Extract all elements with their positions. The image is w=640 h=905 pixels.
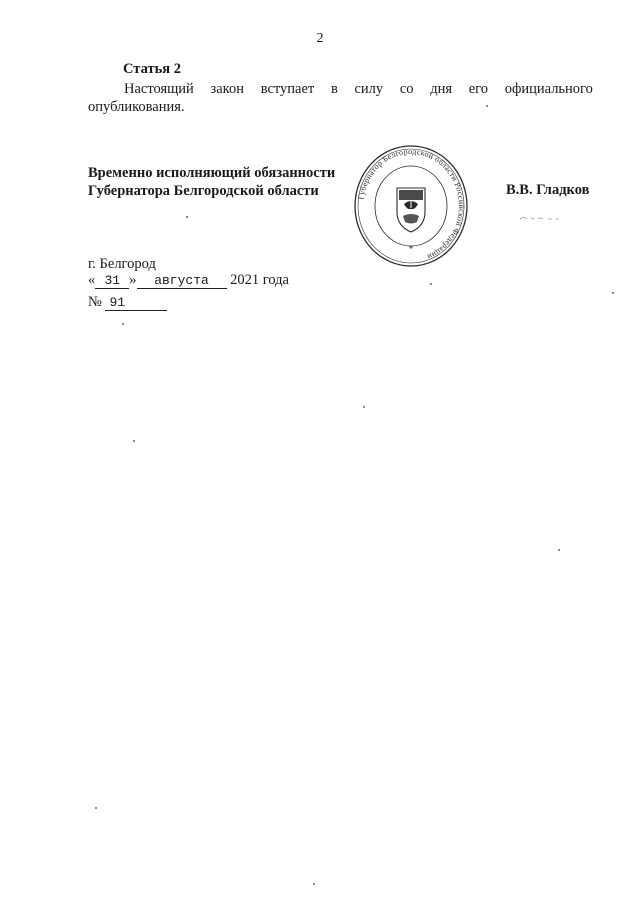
scan-speck bbox=[486, 105, 488, 107]
article-body bbox=[88, 80, 593, 116]
body-word: со bbox=[399, 81, 414, 97]
date-year: 2021 года bbox=[230, 272, 289, 288]
date-close-quote: » bbox=[129, 272, 137, 288]
scan-speck bbox=[186, 216, 188, 218]
body-word: Настоящий bbox=[124, 81, 194, 97]
article-body-line-1 bbox=[88, 80, 593, 98]
scan-speck bbox=[558, 549, 560, 551]
signer-name: В.В. Гладков bbox=[506, 182, 590, 198]
date-month: августа bbox=[137, 274, 227, 289]
signatory-position-line-2: Губернатора Белгородской области bbox=[88, 183, 319, 199]
body-word: его bbox=[468, 81, 489, 97]
svg-text:Губернатор Белгородской област: Губернатор Белгородской области Российской Федерации bbox=[356, 146, 467, 262]
scan-speck bbox=[133, 440, 135, 442]
faint-signature-mark bbox=[518, 213, 562, 223]
scan-speck bbox=[430, 283, 432, 285]
scan-speck bbox=[122, 323, 124, 325]
scan-speck bbox=[363, 406, 365, 408]
scan-speck bbox=[612, 292, 614, 294]
signing-date bbox=[88, 272, 289, 289]
number-sign: № bbox=[88, 294, 102, 310]
seal-star: * bbox=[408, 244, 414, 254]
signing-place: г. Белгород bbox=[88, 256, 156, 272]
article-body-line-2: опубликования. bbox=[88, 99, 185, 115]
body-word: в bbox=[330, 81, 338, 97]
scan-speck bbox=[313, 883, 315, 885]
body-word: силу bbox=[354, 81, 384, 97]
page-number: 2 bbox=[316, 31, 324, 46]
date-open-quote: « bbox=[88, 272, 96, 288]
date-day: 31 bbox=[95, 274, 129, 289]
body-word: закон bbox=[210, 81, 244, 97]
law-number bbox=[88, 294, 167, 311]
scan-speck bbox=[95, 807, 97, 809]
body-word: официального bbox=[504, 81, 593, 97]
signatory-position bbox=[88, 164, 335, 200]
law-number-value: 91 bbox=[105, 295, 167, 311]
body-word: дня bbox=[430, 81, 453, 97]
body-word: вступает bbox=[260, 81, 315, 97]
signatory-position-line-1: Временно исполняющий обязанности bbox=[88, 165, 336, 181]
article-title: Статья 2 bbox=[123, 61, 181, 77]
official-seal-stamp bbox=[353, 142, 469, 272]
